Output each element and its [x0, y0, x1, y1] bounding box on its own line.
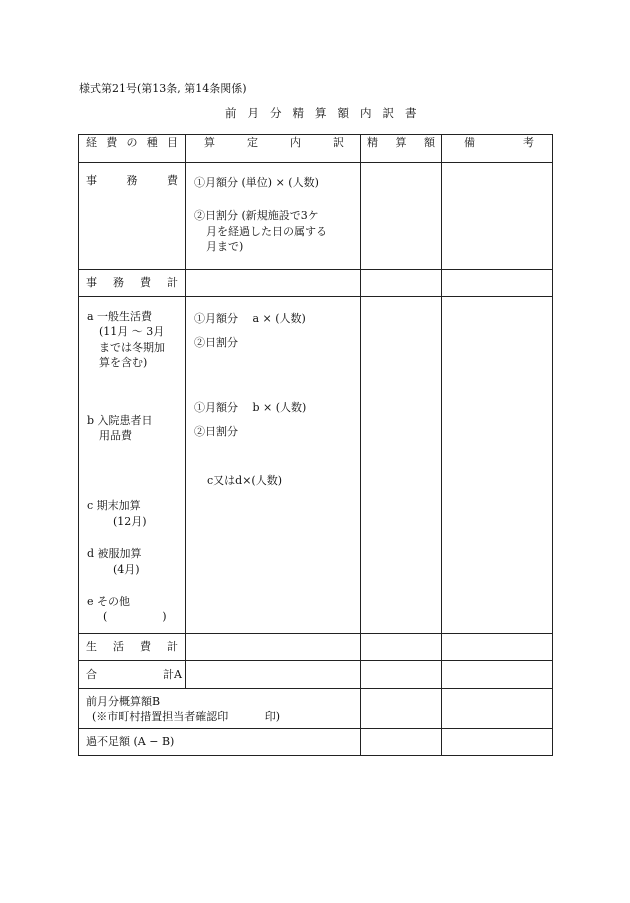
form-number-label: 様式第21号(第13条, 第14条関係): [79, 82, 247, 95]
living-total-row: [79, 634, 553, 661]
difference-label: 過不足額 (A − B): [79, 729, 361, 756]
prior-estimate-label: 前月分概算額B (※市町村措置担当者確認印 印): [79, 689, 361, 729]
living-expense-row: [79, 297, 553, 634]
grand-total-label: 合 計A: [79, 661, 186, 689]
item-e-label: e その他: [87, 594, 131, 608]
living-expense-amount: [361, 297, 442, 634]
header-remarks: 備 考: [442, 135, 553, 163]
office-expense-calc: [186, 163, 361, 270]
office-total-row: [79, 270, 553, 297]
item-b-label: b 入院患者日: [87, 413, 153, 427]
item-cd-calc: c又はd×(人数): [207, 473, 283, 487]
header-row: [79, 135, 553, 163]
office-daily-line-1: ②日割分 (新規施設で3ケ: [194, 209, 319, 223]
office-expense-amount: [361, 163, 442, 270]
confirmation-seal-note: (※市町村措置担当者確認印 印): [92, 710, 281, 724]
item-a-label: a 一般生活費: [87, 310, 153, 323]
living-expense-items: a 一般生活費 (11月 〜 3月 までは冬期加 算を含む) b 入院患者日 用品費 c 期末加算 (12月) d 被服加算 (4月) e その他 ( ): [79, 297, 186, 634]
header-category: 経 費 の 種 目: [79, 135, 186, 163]
item-b-monthly: ①月額分 b × (人数): [194, 400, 307, 414]
office-monthly-line: ①月額分 (単位) × (人数): [194, 176, 319, 189]
office-expense-remarks: [442, 163, 553, 270]
grand-total-row: [79, 661, 553, 689]
living-total-label: 生 活 費 計: [79, 634, 186, 661]
office-daily-line-2: 月を経過した日の属する: [206, 224, 327, 238]
living-expense-remarks: [442, 297, 553, 634]
header-settled-amount: 精 算 額: [361, 135, 442, 163]
breakdown-table: [78, 134, 553, 756]
header-calculation: 算 定 内 訳: [186, 135, 361, 163]
document-title: 前月分精算額内訳書: [225, 106, 428, 120]
item-a-daily: ②日割分: [194, 336, 238, 350]
item-d-label: d 被服加算: [87, 547, 142, 561]
living-expense-calc: [186, 297, 361, 634]
office-expense-row: [79, 163, 553, 270]
office-daily-line-3: 月まで): [206, 240, 244, 254]
item-b-daily: ②日割分: [194, 425, 238, 439]
item-c-label: c 期末加算: [87, 499, 141, 513]
item-a-monthly: ①月額分 a × (人数): [194, 312, 306, 325]
difference-row: [79, 729, 553, 756]
prior-estimate-row: [79, 689, 553, 729]
office-total-label: 事 務 費 計: [79, 270, 186, 297]
office-expense-label: 事 務 費: [79, 163, 186, 270]
